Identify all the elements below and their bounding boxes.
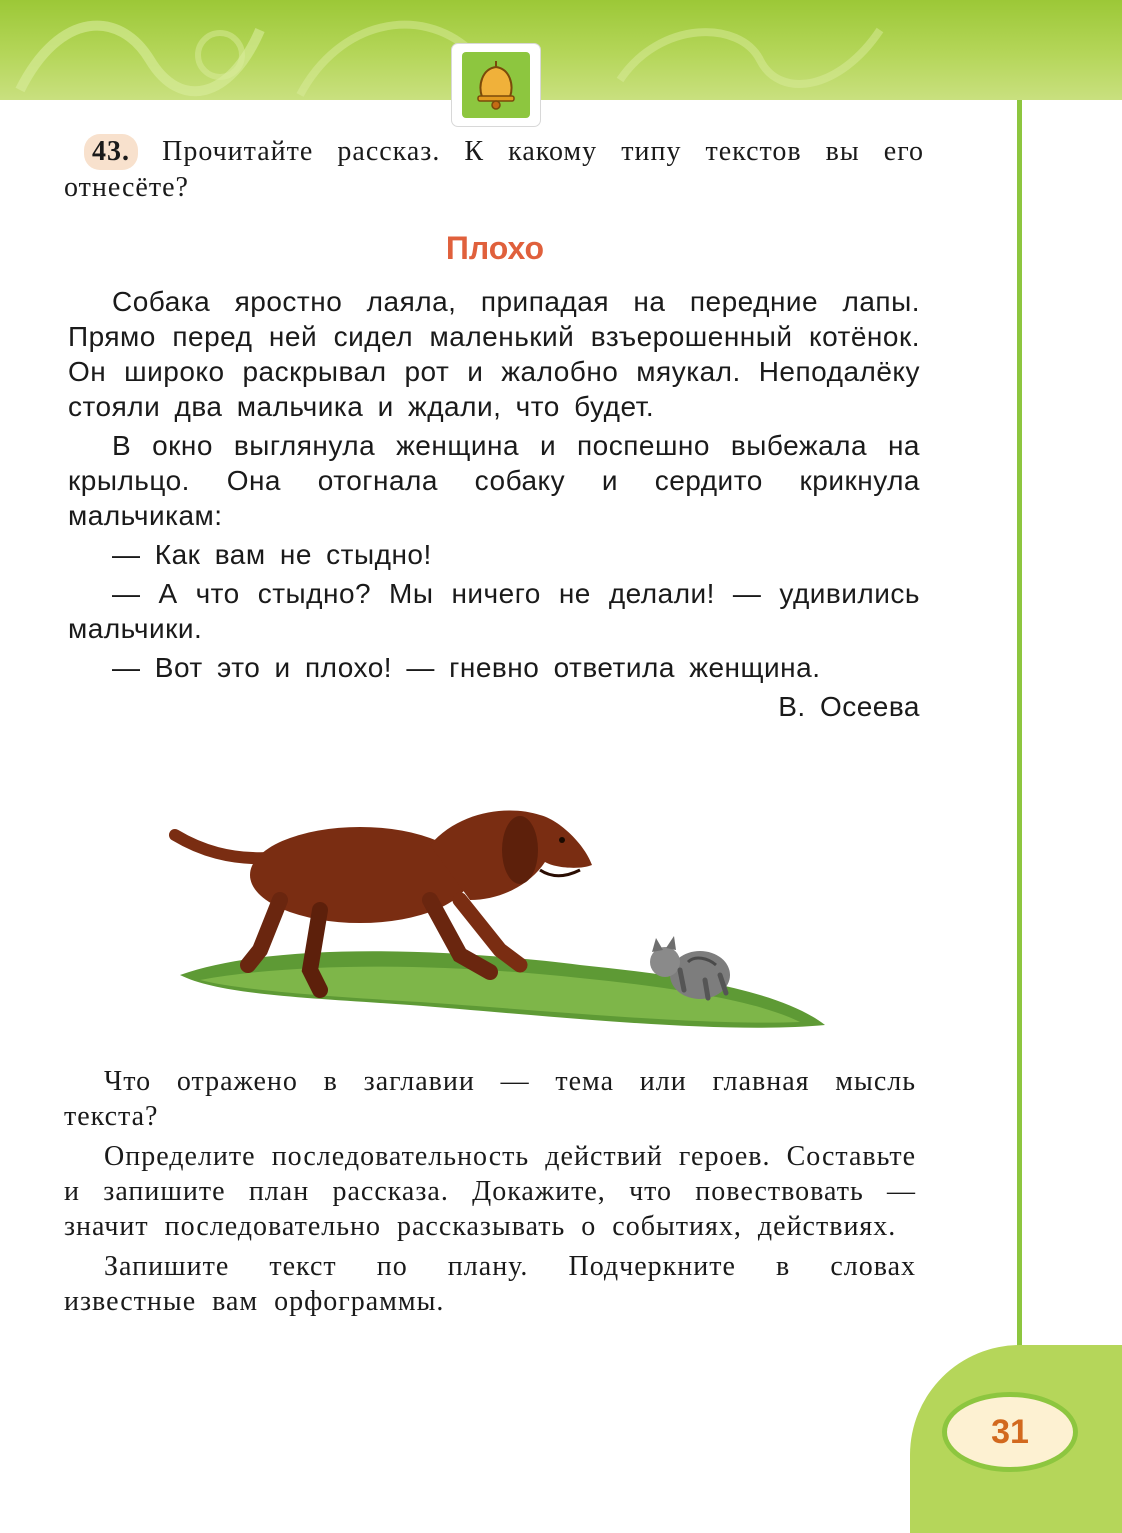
header-decoration (0, 0, 1122, 100)
story-paragraph: — А что стыдно? Мы ничего не делали! — удивились мальчики. (68, 578, 920, 644)
question-paragraph: Определите последовательность действий героев. Составьте и запишите план рассказа. Докажите, что повествовать — значит последовательно рассказывать о событиях, действиях. (64, 1141, 916, 1242)
story-paragraph: В окно выглянула женщина и поспешно выбежала на крыльцо. Она отогнала собаку и сердито крикнула мальчикам: (68, 430, 920, 531)
questions-block (64, 1064, 916, 1324)
story-title: Плохо (445, 230, 545, 266)
story-paragraph: Собака яростно лаяла, припадая на передние лапы. Прямо перед ней сидел маленький взъерошенный котёнок. Он широко раскрывал рот и жалобно мяукал. Неподалёку стояли два мальчика и ждали, что будет. (68, 286, 920, 422)
story-paragraph: — Вот это и плохо! — гневно ответила женщина. (112, 652, 821, 683)
story-paragraph: — Как вам не стыдно! (112, 539, 432, 570)
bell-badge (452, 44, 540, 126)
margin-line (1017, 100, 1022, 1380)
task-text: Прочитайте рассказ. К какому типу текстов вы его отнесёте? (64, 136, 925, 203)
story-text (68, 284, 920, 728)
header-band (0, 0, 1122, 100)
question-paragraph: Запишите текст по плану. Подчеркните в словах известные вам орфограммы. (64, 1251, 916, 1317)
dog-and-kitten-illustration (160, 790, 840, 1050)
page-number: 31 (942, 1392, 1078, 1472)
bell-icon (466, 55, 526, 115)
task-number: 43. (84, 134, 138, 170)
story-author: В. Осеева (778, 691, 920, 722)
task-header (64, 134, 924, 206)
question-paragraph: Что отражено в заглавии — тема или главная мысль текста? (64, 1066, 916, 1132)
